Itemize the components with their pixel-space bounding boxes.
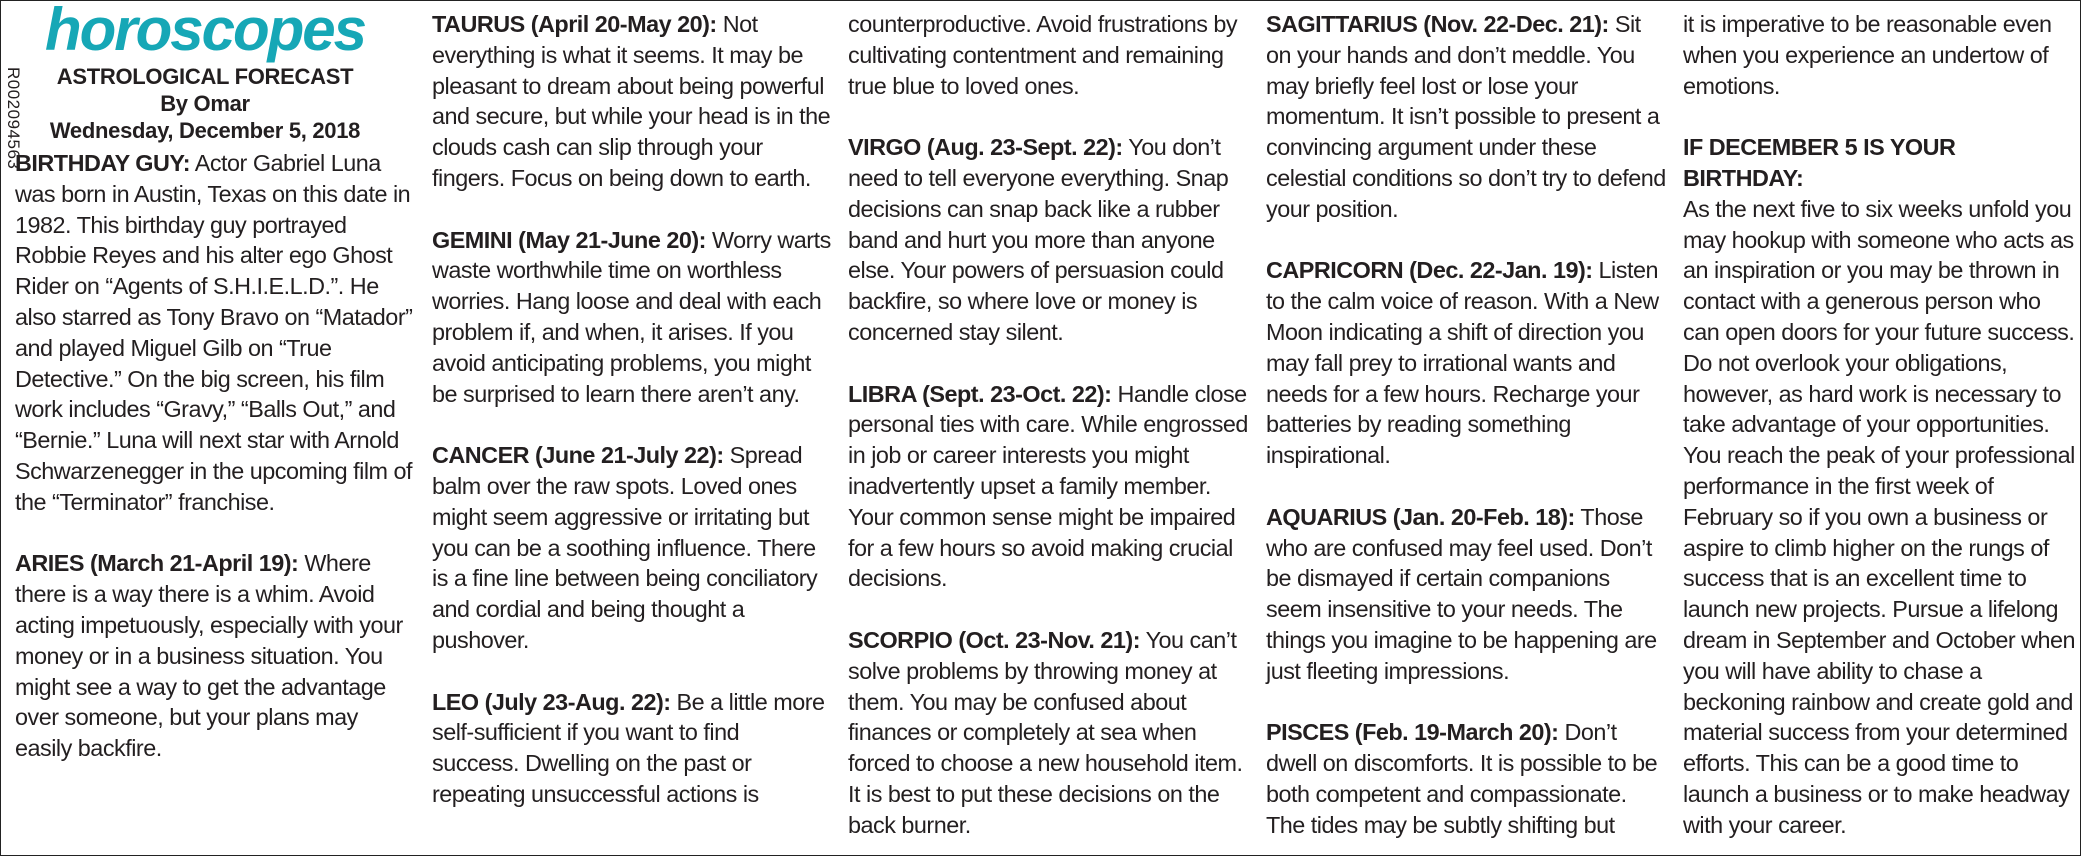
leo-continuation: counterproductive. Avoid frustrations by cultivating contentment and remaining true blue to loved ones. (848, 11, 1238, 99)
birthday-guy-label: BIRTHDAY GUY: (15, 150, 191, 176)
pisces-continuation: it is imperative to be reasonable even when you experience an undertow of emotions. (1683, 11, 2052, 99)
sagittarius-entry (1266, 9, 1666, 225)
birthday-guy-entry (15, 148, 413, 518)
taurus-text: Not everything is what it seems. It may be pleasant to dream about being powerful and secure, but while your head is in the clouds cash can slip through your fingers. Focus on being down to earth. (432, 11, 831, 191)
aquarius-label: AQUARIUS (Jan. 20-Feb. 18): (1266, 503, 1575, 530)
pisces-label: PISCES (Feb. 19-March 20): (1266, 719, 1559, 746)
sagittarius-text: Sit on your hands and don’t meddle. You may briefly feel lost or lose your momentum. It isn’t possible to present a convincing argument under these celestial conditions so don’t try to defend your position. (1266, 11, 1666, 222)
virgo-label: VIRGO (Aug. 23-Sept. 22): (848, 134, 1123, 161)
side-code: R002094563 (4, 67, 23, 170)
byline: By Omar (160, 91, 250, 116)
capricorn-text: Listen to the calm voice of reason. With a New Moon indicating a shift of direction you may fall prey to irrational wants and needs for a few hours. Recharge your batteries by reading something inspirational. (1266, 257, 1659, 469)
forecast-date: Wednesday, December 5, 2018 (49, 118, 361, 143)
gemini-label: GEMINI (May 21-June 20): (432, 226, 706, 253)
scorpio-text: You can’t solve problems by throwing money at them. You may be confused about finances or completely at sea when forced to choose a new household item. It is best to put these decisions on the back burner. (848, 626, 1243, 838)
aquarius-text: Those who are confused may feel used. Don’t be dismayed if certain companions seem insensitive to your needs. The things you imagine to be happening are just fleeting impressions. (1266, 503, 1657, 684)
libra-label: LIBRA (Sept. 23-Oct. 22): (848, 380, 1112, 407)
libra-entry (848, 379, 1248, 595)
taurus-label: TAURUS (April 20-May 20): (432, 11, 717, 37)
aries-entry (15, 548, 413, 764)
aries-text: Where there is a way there is a whim. Avoid acting impetuously, especially with your money or in a business situation. You might see a way to get the advantage over someone, but your plans may easily backfire. (15, 550, 403, 762)
scorpio-entry (848, 625, 1248, 841)
virgo-text: You don’t need to tell everyone everything. Snap decisions can snap back like a rubber band and hurt you more than anyone else. Your powers of persuasion could backfire, so where love or money is concerned stay silent. (848, 134, 1229, 345)
scorpio-label: SCORPIO (Oct. 23-Nov. 21): (848, 626, 1141, 653)
horoscopes-logo: horoscopes (44, 0, 366, 63)
masthead (25, 0, 385, 145)
forecast-title: ASTROLOGICAL FORECAST (56, 64, 354, 89)
capricorn-entry (1266, 255, 1666, 471)
column-1-body (15, 148, 413, 764)
leo-text: Be a little more self-sufficient if you want to find success. Dwelling on the past or repeating unsuccessful actions is (432, 688, 825, 807)
birthday-text: As the next five to six weeks unfold you may hookup with someone who acts as an inspiration or you may be thrown in contact with a generous person who can open doors for your future success. Do not overlook your obligations, however, as hard work is necessary to take advantage of your opportunities. You reach the peak of your professional performance in the first week of February so if you own a business or aspire to climb higher on the rungs of success that is an excellent time to launch new projects. Pursue a lifelong dream in September and October when you will have ability to chase a beckoning rainbow and create gold and material success from your determined efforts. This can be a good time to launch a business or to make headway with your career. (1683, 195, 2076, 838)
aries-label: ARIES (March 21-April 19): (15, 550, 299, 577)
aquarius-entry (1266, 502, 1666, 687)
cancer-entry (432, 440, 832, 656)
sagittarius-label: SAGITTARIUS (Nov. 22-Dec. 21): (1266, 11, 1609, 37)
birthday-guy-text: Actor Gabriel Luna was born in Austin, Texas on this date in 1982. This birthday guy portrayed Robbie Reyes and his alter ego Ghost Rider on “Agents of S.H.I.E.L.D.”. He also starred as Tony Bravo on “Matador” and played Miguel Gilb on “True Detective.” On the big screen, his film work includes “Gravy,” “Balls Out,” and “Bernie.” Luna will next star with Arnold Schwarzenegger in the upcoming film of the “Terminator” franchise. (15, 150, 413, 515)
gemini-entry (432, 225, 832, 410)
cancer-text: Spread balm over the raw spots. Loved ones might seem aggressive or irritating but you can be a soothing influence. There is a fine line between being conciliatory and cordial and being thought a pushover. (432, 442, 818, 653)
libra-text: Handle close personal ties with care. While engrossed in job or career interests you might inadvertently upset a family member. Your common sense might be impaired for a few hours so avoid making crucial decisions. (848, 380, 1248, 592)
taurus-entry (432, 9, 832, 194)
column-2 (432, 9, 832, 810)
column-3 (848, 9, 1248, 841)
birthday-entry (1683, 132, 2079, 840)
column-4 (1266, 9, 1666, 841)
capricorn-label: CAPRICORN (Dec. 22-Jan. 19): (1266, 257, 1593, 284)
leo-label: LEO (July 23-Aug. 22): (432, 688, 671, 715)
column-5 (1683, 9, 2079, 841)
column-1 (15, 1, 413, 764)
pisces-text: Don’t dwell on discomforts. It is possible to be both competent and compassionate. The tides may be subtly shifting but (1266, 719, 1658, 838)
pisces-entry (1266, 717, 1666, 840)
cancer-label: CANCER (June 21-July 22): (432, 442, 724, 469)
birthday-label: IF DECEMBER 5 IS YOUR BIRTHDAY: (1683, 134, 1956, 191)
leo-entry (432, 687, 832, 810)
virgo-entry (848, 132, 1248, 348)
gemini-text: Worry warts waste worthwhile time on worthless worries. Hang loose and deal with each problem if, and when, it arises. If you avoid anticipating problems, you might be surprised to learn there aren’t any. (432, 226, 831, 407)
